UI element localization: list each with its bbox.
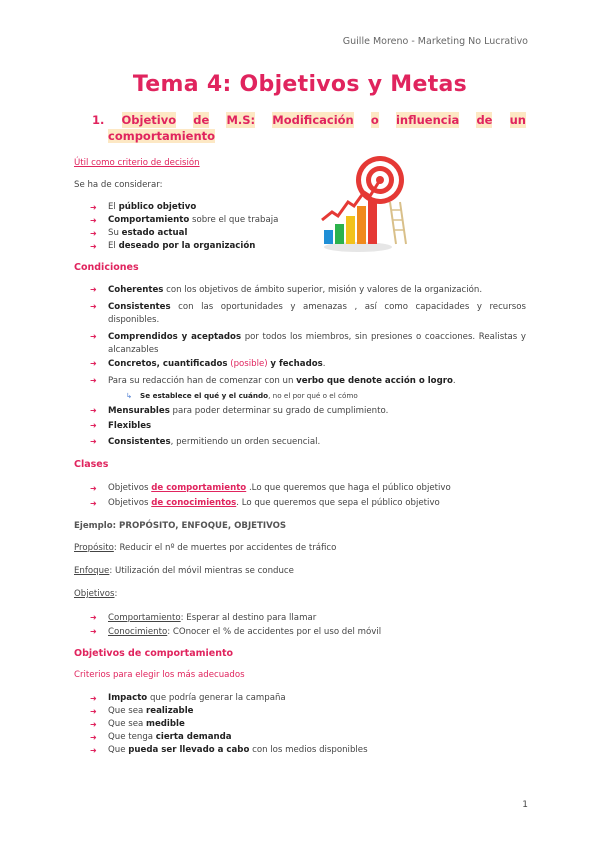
arrow-right-icon: ➜ bbox=[90, 406, 97, 415]
list-item: ➜ Conocimiento: COnocer el % de accidentes por el uso del móvil bbox=[90, 625, 381, 639]
condicion-redaccion: Para su redacción han de comenzar con un verbo que denote acción o logro. bbox=[108, 376, 456, 386]
list-item: ➜ Que sea realizable bbox=[90, 705, 368, 718]
section-number: 1. bbox=[92, 113, 105, 127]
arrow-right-icon: ➜ bbox=[90, 421, 97, 430]
ejemplo-heading: Ejemplo: PROPÓSITO, ENFOQUE, OBJETIVOS bbox=[74, 521, 287, 531]
util-heading: Útil como criterio de decisión bbox=[74, 158, 200, 168]
ejemplo-objetivos-list bbox=[90, 611, 381, 639]
clases-heading: Clases bbox=[74, 459, 109, 470]
list-item: ➜ Objetivos de conocimientos. Lo que queremos que sepa el público objetivo bbox=[90, 496, 451, 511]
heading-word: Modificación bbox=[272, 113, 354, 127]
target-growth-chart-icon bbox=[318, 150, 408, 254]
arrow-right-icon: ➜ bbox=[90, 376, 97, 385]
arrow-right-icon: ➜ bbox=[90, 332, 97, 341]
condicion-coherentes: Coherentes con los objetivos de ámbito superior, misión y valores de la organización. bbox=[108, 285, 483, 295]
condicion-consistentes: Consistentes con las oportunidades y amenazas , así como capacidades y recursos disponibles. bbox=[108, 302, 526, 325]
list-item: ➜ Que sea medible bbox=[90, 718, 368, 731]
page-title: Tema 4: Objetivos y Metas bbox=[132, 72, 468, 97]
list-item: ➜ Comportamiento sobre el que trabaja bbox=[90, 214, 278, 227]
heading-word: comportamiento bbox=[108, 129, 216, 143]
obj-comp-list bbox=[90, 692, 368, 757]
section-heading bbox=[92, 112, 526, 144]
arrow-right-icon: ➜ bbox=[90, 285, 97, 294]
clases-list bbox=[90, 481, 451, 511]
ejemplo-enfoque: Enfoque: Utilización del móvil mientras se conduce bbox=[74, 566, 294, 576]
heading-word: o bbox=[370, 113, 379, 127]
condicion-consistentes-2: Consistentes, permitiendo un orden secuencial. bbox=[108, 437, 321, 447]
arrow-right-icon: ➜ bbox=[90, 359, 97, 368]
condicion-sublevel: ↳ Se establece el qué y el cuándo, no el por qué o el cómo bbox=[126, 391, 358, 400]
list-item: ➜ Su estado actual bbox=[90, 227, 278, 240]
heading-word: influencia bbox=[395, 113, 460, 127]
util-intro: Se ha de considerar: bbox=[74, 180, 163, 190]
condicion-mensurables: Mensurables para poder determinar su grado de cumplimiento. bbox=[108, 406, 389, 416]
list-item: ➜ Comportamiento: Esperar al destino para llamar bbox=[90, 611, 381, 625]
sub-arrow-icon: ↳ bbox=[126, 391, 133, 400]
section-heading-line-2 bbox=[92, 128, 526, 144]
arrow-right-icon: ➜ bbox=[90, 437, 97, 446]
list-item: ➜ Impacto que podría generar la campaña bbox=[90, 692, 368, 705]
condiciones-heading: Condiciones bbox=[74, 262, 139, 273]
heading-word: Objetivo bbox=[121, 113, 177, 127]
page-number: 1 bbox=[522, 800, 528, 810]
obj-comp-heading: Objetivos de comportamiento bbox=[74, 648, 234, 659]
list-item: ➜ Que tenga cierta demanda bbox=[90, 731, 368, 744]
list-item: ➜ El deseado por la organización bbox=[90, 240, 278, 253]
condicion-comprendidos: Comprendidos y aceptados por todos los miembros, sin presiones o coacciones. Realistas y alcanzables bbox=[108, 332, 526, 355]
obj-comp-subheading: Criterios para elegir los más adecuados bbox=[74, 670, 245, 680]
ejemplo-objetivos: Objetivos: bbox=[74, 589, 118, 599]
heading-word: de bbox=[476, 113, 493, 127]
util-list bbox=[90, 201, 278, 253]
ejemplo-proposito: Propósito: Reducir el nº de muertes por accidentes de tráfico bbox=[74, 543, 337, 553]
heading-word: M.S: bbox=[226, 113, 256, 127]
condicion-concretos: Concretos, cuantificados (posible) y fechados. bbox=[108, 359, 326, 369]
list-item: ➜ El público objetivo bbox=[90, 201, 278, 214]
list-item: ➜ Objetivos de comportamiento .Lo que queremos que haga el público objetivo bbox=[90, 481, 451, 496]
condicion-flexibles: Flexibles bbox=[108, 421, 152, 431]
heading-word: un bbox=[509, 113, 526, 127]
heading-word: de bbox=[193, 113, 210, 127]
arrow-right-icon: ➜ bbox=[90, 302, 97, 311]
page-header: Guille Moreno - Marketing No Lucrativo bbox=[342, 36, 528, 47]
list-item: ➜ Que pueda ser llevado a cabo con los medios disponibles bbox=[90, 744, 368, 757]
section-heading-line-1 bbox=[92, 112, 526, 128]
